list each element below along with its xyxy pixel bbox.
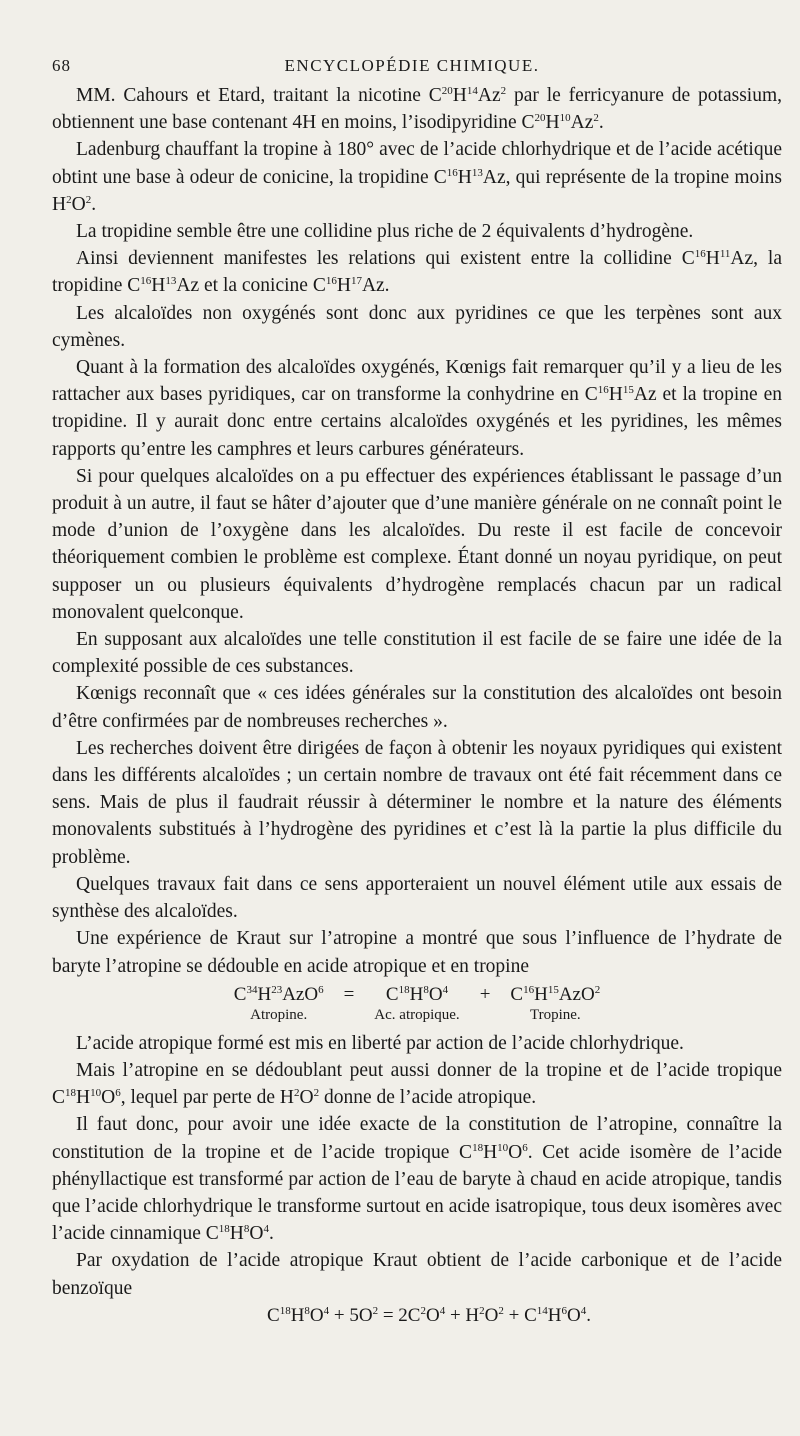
paragraph (52, 300, 782, 354)
equation-table (224, 984, 610, 1024)
formula-superscript: 13 (471, 166, 483, 179)
paragraph (52, 1111, 782, 1247)
text-run: O (299, 1087, 314, 1109)
text-run: H (76, 1087, 91, 1109)
formula-superscript: 16 (523, 983, 535, 996)
text-run: H (534, 983, 548, 1005)
text-run: Az et la conicine C (176, 275, 326, 297)
formula-superscript: 10 (497, 1141, 509, 1154)
formula-superscript: 15 (547, 983, 559, 996)
formula-superscript: 16 (694, 248, 706, 261)
paragraph (52, 82, 782, 136)
page-header (52, 48, 772, 82)
equation-terms (224, 984, 610, 1006)
text-run: O (71, 193, 86, 215)
paragraph (52, 1030, 782, 1057)
formula-superscript: 2 (293, 1087, 300, 1100)
text-run: O (425, 1304, 440, 1326)
text-run: . (586, 1304, 591, 1326)
formula-superscript: 2 (500, 85, 507, 97)
equation-label (470, 1006, 501, 1024)
text-run: Az, la tropidine C (52, 248, 782, 297)
text-run: . (598, 112, 604, 134)
equation-term (364, 984, 469, 1006)
text-run: Mais l’atropine en se dédoublant peut aussi donner de la tropine et de l’acide tropique C (52, 1059, 782, 1109)
text-run: Par oxydation de l’acide atropique Kraut obtient de l’acide carbonique et de l’acide benzoïque (52, 1250, 782, 1299)
paragraph (52, 354, 782, 463)
text-run: . Cet acide isomère de l’acide phényllactique est transformé par action de l’eau de baryte à chaud en acide atropique, tandis que l’acide chlorhydrique le transforme surtout en acide isatropique, tous deux isomères avec l’acide cinnamique C (52, 1141, 783, 1245)
equation-label (334, 1006, 365, 1024)
text-run: Az et la tropine en tropidine. Il y aurait donc entre certains alcaloïdes oxygénés et les pyridines, les mêmes rapports qu’entre les camphres et leurs carbures générateurs. (52, 384, 782, 460)
text-run: MM. Cahours et Etard, traitant la nicotine C (76, 85, 442, 106)
equation-label: Atropine. (250, 1006, 308, 1023)
formula-superscript: 2 (593, 112, 599, 125)
text-run: + H (445, 1304, 480, 1326)
text-run: + C (503, 1304, 537, 1326)
formula-superscript: 2 (85, 193, 92, 206)
text-run: Az (570, 112, 594, 134)
equation-term (224, 984, 334, 1006)
formula-superscript: 20 (441, 85, 453, 97)
text-run: Quant à la formation des alcaloïdes oxygénés, Kœnigs fait remarquer qu’il y a lieu de les rattacher aux bases pyridiques, car on transforme la conhydrine en C (52, 357, 782, 406)
text-run: H (257, 983, 272, 1005)
text-run: H (452, 85, 467, 106)
formula-superscript: 6 (115, 1087, 121, 1100)
text-run: O (428, 983, 443, 1005)
text-run: H (705, 248, 720, 270)
text-run: AzO (558, 983, 595, 1005)
text-run: Az, qui représente de la tropine moins H (52, 166, 782, 215)
text-run: H (457, 166, 472, 188)
formula-superscript: 4 (439, 1304, 446, 1317)
text-run: par le ferricyanure de potassium, obtiennent une base contenant 4H en moins, l’isodipyridine C (52, 85, 782, 134)
equation-label: Tropine. (529, 1006, 581, 1023)
formula-superscript: 13 (165, 275, 177, 288)
paragraph (52, 925, 782, 979)
paragraph (52, 1057, 782, 1111)
formula-superscript: 20 (534, 112, 546, 125)
formula-superscript: 18 (279, 1304, 291, 1317)
formula-superscript: 14 (466, 85, 478, 97)
formula-superscript: 18 (218, 1223, 230, 1236)
text-run: Il faut donc, pour avoir une idée exacte de la constitution de l’atropine, connaître la constitution de la tropine et de l’acide tropique C (52, 1114, 782, 1163)
text-run: H (483, 1141, 498, 1163)
text-run: C (385, 983, 399, 1005)
paragraph (52, 1247, 782, 1301)
equation-term (334, 984, 365, 1006)
text-run: H (545, 112, 560, 134)
text-run: O (508, 1141, 523, 1163)
text-run: Kœnigs reconnaît que « ces idées générales sur la constitution des alcaloïdes ont besoin d’être confirmées par de nombreuses recherches ». (52, 683, 782, 732)
equation-term (470, 984, 501, 1006)
formula-superscript: 8 (304, 1304, 310, 1317)
equation-oxidation (52, 1302, 782, 1329)
formula-superscript: 2 (66, 193, 72, 206)
formula-superscript: 2 (479, 1304, 485, 1317)
text-run: H (229, 1223, 244, 1245)
formula-superscript: 34 (246, 983, 258, 996)
paragraph-group-2 (52, 1030, 782, 1302)
text-run: H (151, 275, 166, 297)
text-run: En supposant aux alcaloïdes une telle constitution il est facile de se faire une idée de la complexité possible de ces substances. (52, 629, 782, 678)
text-run: O (484, 1304, 499, 1326)
text-run: Ladenburg chauffant la tropine à 180° avec de l’acide chlorhydrique et de l’acide acétique obtint une base à odeur de conicine, la tropidine C (52, 139, 782, 188)
paragraph (52, 735, 782, 871)
text-run: C (233, 983, 247, 1005)
formula-superscript: 2 (594, 983, 601, 996)
text-run: H (409, 983, 424, 1005)
formula-superscript: 16 (597, 384, 609, 397)
paragraph-group-1 (52, 82, 782, 980)
text-run: Az. (361, 275, 390, 297)
paragraph (52, 626, 782, 680)
text-run: C (510, 983, 524, 1005)
formula-superscript: 17 (350, 275, 362, 288)
formula-superscript: 8 (423, 983, 429, 996)
formula-superscript: 10 (559, 112, 571, 125)
text-run: Ainsi deviennent manifestes les relations qui existent entre la collidine C (76, 248, 695, 270)
text-run: Les alcaloïdes non oxygénés sont donc aux pyridines ce que les terpènes sont aux cymènes. (52, 302, 782, 351)
paragraph (52, 218, 782, 245)
formula-superscript: 16 (140, 275, 152, 288)
equation-term (500, 984, 610, 1006)
equation-label: Ac. atropique. (374, 1006, 460, 1023)
formula-superscript: 18 (65, 1087, 77, 1100)
formula-superscript: 16 (446, 166, 458, 179)
text-run: . (268, 1223, 274, 1245)
text-run: + 5O (329, 1304, 373, 1326)
text-run: . (91, 193, 97, 215)
text-run: = 2C (378, 1304, 421, 1326)
text-run: Quelques travaux fait dans ce sens apporteraient un nouvel élément utile aux essais de synthèse des alcaloïdes. (52, 873, 782, 923)
paragraph (52, 680, 782, 734)
formula-superscript: 4 (580, 1304, 587, 1317)
formula-superscript: 4 (442, 983, 449, 996)
formula-superscript: 2 (372, 1304, 379, 1317)
formula-superscript: 4 (323, 1304, 330, 1317)
formula-superscript: 23 (271, 983, 283, 996)
formula-superscript: 8 (243, 1223, 250, 1236)
text-run: Az (477, 85, 501, 106)
text-run: C (267, 1304, 280, 1326)
formula-superscript: 14 (536, 1304, 548, 1317)
formula-superscript: 15 (622, 384, 634, 397)
text-run: L’acide atropique formé est mis en liberté par action de l’acide chlorhydrique. (76, 1032, 684, 1054)
formula-superscript: 2 (498, 1304, 504, 1317)
paragraph (52, 463, 782, 626)
paragraph (52, 871, 782, 925)
text-run: H (290, 1304, 305, 1326)
equation-labels (224, 1006, 610, 1024)
page-number: 68 (52, 56, 71, 75)
formula-superscript: 11 (719, 248, 731, 261)
formula-superscript: 16 (325, 275, 337, 288)
body-text (52, 82, 782, 1329)
text-run: Si pour quelques alcaloïdes on a pu effectuer des expériences établissant le passage d’un produit à un autre, il faut se hâter d’ajouter que d’une manière générale on ne connaît point le mode d’union de l’oxygène dans les alcaloïdes. Du reste il est facile de concevoir théoriquement combien le problème est complexe. Étant donné un noyau pyridique, on peut supposer un ou plusieurs équivalents d’hydrogène remplacés chacun par un radical monovalent quelconque. (52, 465, 782, 623)
formula-superscript: 18 (472, 1141, 484, 1154)
text-run: donne de l’acide atropique. (319, 1087, 537, 1109)
text-run: H (547, 1304, 562, 1326)
text-run: , lequel par perte de H (120, 1087, 294, 1109)
text-run: Les recherches doivent être dirigées de façon à obtenir les noyaux pyridiques qui existent dans les différents alcaloïdes ; un certain nombre de travaux ont été fait récemment dans ce sens. Mais de plus il faudrait réussir à déterminer le nombre et la nature des éléments monovalents substitués à l’hydrogène des pyridines et c’est là la partie la plus difficile du problème. (52, 737, 782, 868)
text-run: O (309, 1304, 324, 1326)
formula-superscript: 18 (398, 983, 410, 996)
text-run: + (479, 983, 491, 1005)
text-run: H (608, 384, 623, 406)
formula-superscript: 6 (561, 1304, 568, 1317)
running-title: ENCYCLOPÉDIE CHIMIQUE. (284, 56, 540, 75)
text-run: Une expérience de Kraut sur l’atropine a montré que sous l’influence de l’hydrate de baryte l’atropine se dédouble en acide atropique et en tropine (52, 928, 782, 977)
formula-superscript: 6 (522, 1141, 528, 1154)
text-run: AzO (282, 983, 319, 1005)
equation-atropine (52, 984, 782, 1024)
text-run: H (336, 275, 351, 297)
formula-superscript: 2 (420, 1304, 426, 1317)
formula-superscript: 4 (263, 1223, 269, 1236)
paragraph (52, 245, 782, 299)
formula-superscript: 6 (318, 983, 324, 996)
text-run: O (101, 1087, 116, 1109)
text-run: La tropidine semble être une collidine plus riche de 2 équivalents d’hydrogène. (76, 221, 694, 243)
paragraph (52, 136, 782, 218)
formula-superscript: 2 (313, 1087, 320, 1100)
formula-superscript: 10 (90, 1087, 102, 1100)
text-run: O (249, 1223, 264, 1245)
text-run: = (343, 983, 355, 1005)
text-run: O (567, 1304, 581, 1326)
